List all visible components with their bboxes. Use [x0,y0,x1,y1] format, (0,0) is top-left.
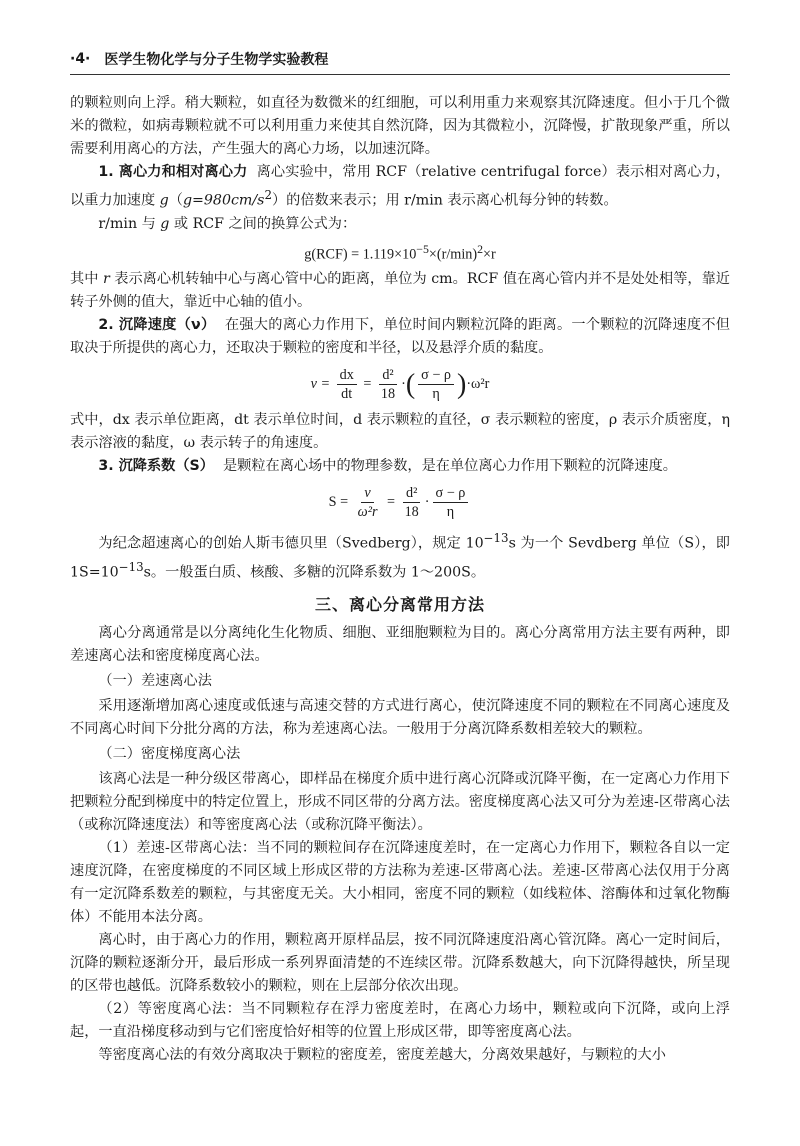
numerator: d² [379,366,396,385]
book-title: 医学生物化学与分子生物学实验教程 [104,52,329,68]
paragraph: 采用逐渐增加离心速度或低速与高速交替的方式进行离心，使沉降速度不同的颗粒在不同离心速度及不同离心时间下分批分离的方法，称为差速离心法。一般用于分离沉降系数相差较大的颗粒。 [70,697,730,737]
formula-exponent: 2 [477,241,484,256]
formula-part: ×(r/min) [428,246,478,263]
formula-part: = [363,376,372,393]
paragraph-velocity [70,314,730,360]
paragraph-rcf [70,161,730,213]
text: s。一般蛋白质、核酸、多糖的沉降系数为 1～200S。 [143,564,486,581]
text: 为纪念超速离心的创始人斯韦德贝里（Svedberg），规定 10 [98,536,484,553]
text: 在强大的离心力作用下，单位时间内颗粒沉降的距离。一个颗粒的沉降速度不但取决于所提供的离心力，还取决于颗粒的密度和半径，以及悬浮介质的黏度。 [70,317,730,357]
text: 或 RCF 之间的换算公式为： [169,215,357,232]
fraction [433,484,469,521]
formula-part: S = [328,494,349,511]
paragraph: 离心时，由于离心力的作用，颗粒离开原样品层，按不同沉降速度沿离心管沉降。离心一定时间后，沉降的颗粒逐渐分开，最后形成一系列界面清楚的不连续区带。沉降系数越大，向下沉降得越快，所呈现的区带也越低。沉降系数较小的颗粒，则在上层部分依次出现。 [70,931,730,994]
g-definition: g=980cm/s [182,192,265,209]
text: r/min 与 [98,215,161,232]
formula-sedimentation: S = $\frac{v}{\text{ω²r}}$ = $\frac{\text{d²}}{18}$ · $\frac{\sigma - \rho}{\eta}$ [70,484,730,521]
paragraph: （2）等密度离心法：当不同颗粒存在浮力密度差时，在离心力场中，颗粒或向下沉降，或向上浮起，一直沿梯度移动到与它们密度恰好相等的位置上形成区带，即等密度离心法。 [70,1000,730,1040]
text: 其中 [70,271,103,288]
text: （ [168,192,183,209]
subsection-title: （二）密度梯度离心法 [98,745,241,762]
text: 离心实验中，常用 RCF（relative centrifugal force）表示相对离心力，以重力加速度 [70,164,731,209]
page-number: ·4· [70,51,91,67]
paragraph: 等密度离心法的有效分离取决于颗粒的密度差，密度差越大，分离效果越好，与颗粒的大小 [98,1046,666,1063]
heading-velocity: 2. 沉降速度（ν） [98,317,216,334]
denominator: dt [341,386,353,403]
formula-exponent: −5 [416,241,429,256]
formula-velocity: v = $\frac{dx}{dt}$ = $\frac{\text{d²}}{18}$ ·( $\frac{\sigma - \rho}{\eta}$ )·ω²r [310,367,490,403]
paragraph-svedberg [70,527,730,584]
denominator: 18 [380,386,396,403]
superscript: −13 [483,531,509,546]
fraction [355,484,381,521]
superscript: −13 [118,560,144,575]
fraction [402,484,422,521]
paragraph-conversion [70,213,730,236]
numerator: v [361,484,373,503]
heading-sedimentation: 3. 沉降系数（S） [98,458,214,475]
numerator: σ − ρ [433,484,469,503]
paragraph: 的颗粒则向上浮。稍大颗粒，如直径为数微米的红细胞，可以利用重力来观察其沉降速度。但小于几个微米的微粒，如病毒颗粒就不可以利用重力来使其自然沉降，因为其微粒小，沉降慢，扩散现象严重，所以需要利用离心的方法，产生强大的离心力场，以加速沉降。 [70,95,730,157]
superscript: 2 [264,188,272,202]
denominator: 18 [404,504,419,521]
formula-part: v = [310,376,331,393]
page-content [70,92,730,1067]
text: 表示离心机转轴中心与离心管中心的距离，单位为 cm。RCF 值在离心管内并不是处处相等，靠近转子外侧的值大，靠近中心轴的值小。 [70,271,730,311]
symbol-g: g [160,215,170,232]
numerator: d² [403,484,420,503]
paragraph-velocity-explanation: 式中，dx 表示单位距离，dt 表示单位时间，d 表示颗粒的直径，σ 表示颗粒的密度，ρ 表示介质密度，η 表示溶液的黏度，ω 表示转子的角速度。 [70,412,730,452]
symbol-r: r [102,271,110,288]
numerator: σ − ρ [418,366,454,385]
formula-part: = [387,494,396,511]
fraction [418,366,454,403]
fraction [378,366,398,403]
paragraph-sedimentation [70,455,730,478]
formula-rcf [70,238,730,267]
denominator: ω²r [357,504,378,521]
page-header [70,44,730,75]
paragraph: 该离心法是一种分级区带离心，即样品在梯度介质中进行离心沉降或沉降平衡，在一定离心力作用下把颗粒分配到梯度中的特定位置上，形成不同区带的分离方法。密度梯度离心法又可分为差速-区带离心法（或称沉降速度法）和等密度离心法（或称沉降平衡法）。 [70,770,730,833]
paragraph: 离心分离通常是以分离纯化生化物质、细胞、亚细胞颗粒为目的。离心分离常用方法主要有两种，即差速离心法和密度梯度离心法。 [70,624,730,664]
text: s 为一个 Sevdberg 单位（S），即 1S=10 [70,536,730,581]
paragraph: （1）差速-区带离心法：当不同的颗粒间存在沉降速度差时，在一定离心力作用下，颗粒各自以一定速度沉降，在密度梯度的不同区域上形成区带的方法称为差速-区带离心法。差速-区带离心法仅用于分离有一定沉降系数差的颗粒，与其密度无关。大小相同，密度不同的颗粒（如线粒体、溶酶体和过氧化物酶体）不能用本法分离。 [70,839,730,925]
denominator: η [432,386,440,403]
section-title: 三、离心分离常用方法 [314,594,485,614]
formula-part: ×r [483,246,496,263]
formula-part: ·ω²r [466,376,490,393]
fraction [337,366,357,403]
text: ）的倍数来表示；用 r/min 表示离心机每分钟的转数。 [271,192,618,209]
subsection-title: （一）差速离心法 [98,672,212,689]
denominator: η [446,504,455,521]
text: 是颗粒在离心场中的物理参数，是在单位离心力作用下颗粒的沉降速度。 [222,458,677,475]
formula-part: g(RCF) = 1.119×10 [304,246,417,263]
paragraph-r-explanation [70,268,730,314]
heading-rcf: 1. 离心力和相对离心力 [98,164,248,180]
numerator: dx [337,366,357,385]
symbol-g: g [159,192,169,209]
